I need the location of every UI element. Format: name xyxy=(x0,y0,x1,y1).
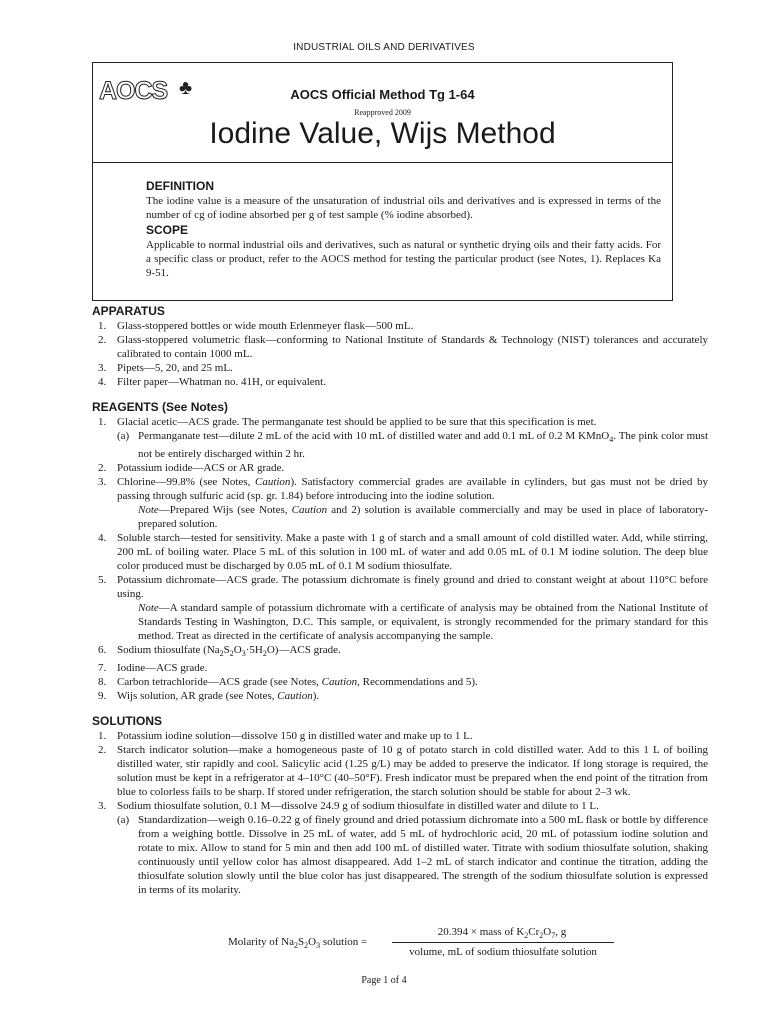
scope-text: Applicable to normal industrial oils and derivatives, such as natural or synthetic drying oils and their fatty acids. For a specific class or product, refer to the AOCS method for testing the particular product (see Notes, 1). Replaces Ka 9-51. xyxy=(146,239,661,279)
list-item: 3. Pipets—5, 20, and 25 mL. xyxy=(98,362,233,374)
aocs-logo-mark-icon: ♣ xyxy=(179,77,193,99)
list-item: 1. Glacial acetic—ACS grade. The permanganate test should be applied to be sure that this specification is met. xyxy=(98,416,597,428)
definition-text: The iodine value is a measure of the unsaturation of industrial oils and derivatives and is expressed in terms of the number of cg of iodine absorbed per g of test sample (% iodine absorbed). xyxy=(146,195,661,221)
list-item: 8. Carbon tetrachloride—ACS grade (see Notes, Caution, Recommendations and 5). xyxy=(98,676,478,689)
scope-heading: SCOPE xyxy=(146,223,189,237)
list-item: 2. Potassium iodide—ACS or AR grade. xyxy=(98,462,285,475)
formula-denominator: volume, mL of sodium thiosulfate solution xyxy=(409,946,597,958)
apparatus-heading: APPARATUS xyxy=(92,304,165,318)
list-item: 3. Chlorine—99.8% (see Notes, Caution). Satisfactory commercial grades are available in cylinders, but gas must not be dried by passing through sulfuric acid (sp. gr. 1.84) before introducing into the iodine solution. xyxy=(98,476,709,503)
reagents-list xyxy=(92,415,708,703)
solutions-list xyxy=(92,729,708,897)
running-head: INDUSTRIAL OILS AND DERIVATIVES xyxy=(293,42,475,53)
reagents-heading: REAGENTS (See Notes) xyxy=(92,400,229,414)
list-item: 4. Filter paper—Whatman no. 41H, or equivalent. xyxy=(98,376,326,388)
definition-scope-box xyxy=(92,163,673,301)
list-item: 2. Glass-stoppered volumetric flask—conforming to National Institute of Standards & Technology (NIST) tolerances and accurately calibrated to contain 1000 mL. xyxy=(98,334,708,360)
list-item: 1. Potassium iodine solution—dissolve 150 g in distilled water and make up to 1 L. xyxy=(98,730,473,743)
page-title: Iodine Value, Wijs Method xyxy=(209,117,556,150)
list-item: 1. Glass-stoppered bottles or wide mouth Erlenmeyer flask—500 mL. xyxy=(98,320,414,332)
method-header-box xyxy=(92,62,673,163)
list-item: 4. Soluble starch—tested for sensitivity. Make a paste with 1 g of starch and a small amount of cold distilled water. Add, while stirring, 200 mL of boiling water. Place 5 mL of this solution in 100 mL of water and add 0.05 mL of 0.1 M iodine solution. The deep blue color produced must be discharged by 0.05 mL of 0.1 M sodium thiosulfate. xyxy=(98,532,708,573)
list-item: 7. Iodine—ACS grade. xyxy=(98,662,208,675)
note: Note—Prepared Wijs (see Notes, Caution and 2) solution is available commercially and may be used in place of laboratory-prepared solution. xyxy=(138,504,708,531)
note: Note—A standard sample of potassium dichromate with a certificate of analysis may be obtained from the National Institute of Standards Testing in Washington, D.C. This sample, or equivalent, is strongly recommended for the primary standard for this method. Treat as directed in the certificate of analysis accompanying the sample. xyxy=(138,602,708,643)
document-body xyxy=(92,303,708,897)
formula-lhs: Molarity of $Na_2S_2O_3$ solution = xyxy=(228,936,368,951)
list-item: 5. Potassium dichromate—ACS grade. The potassium dichromate is finely ground and dried to constant weight at about 110°C before using. xyxy=(98,574,708,601)
method-number: AOCS Official Method Tg 1-64 xyxy=(290,87,475,102)
list-item: 2. Starch indicator solution—make a homogeneous paste of 10 g of potato starch in cold distilled water. Add to this 1 L of boiling distilled water, stir rapidly and cool. Salicylic acid (1.25 g/L) may be added to preserve the indicator. If long storage is required, the solution must be kept in a refrigerator at 4–10°C (40–50°F). Fresh indicator must be prepared when the end point of the titration from blue to colorless fails to be sharp. If stored under refrigeration, the starch solution should be stable for about 2–3 wk. xyxy=(98,744,708,799)
list-item: 9. Wijs solution, AR grade (see Notes, Caution). xyxy=(98,690,320,703)
sub-item: (a) Standardization—weigh 0.16–0.22 g of finely ground and dried potassium dichromate into a 500 mL flask or bottle by difference from a weighing bottle. Dissolve in 25 mL of water, add 5 mL of hydrochloric acid, 20 mL of potassium iodine solution and rotate to mix. Allow to stand for 5 min and then add 100 mL of distilled water. Titrate with sodium thiosulfate solution, shaking continuously until yellow color has almost disappeared. Add 1–2 mL of starch indicator and continue the titration, adding the thiosulfate solution slowly until the blue color has just disappeared. The strength of the sodium thiosulfate solution is expressed in terms of its molarity. xyxy=(117,814,708,897)
molarity-formula xyxy=(228,927,608,967)
list-item: 3. Sodium thiosulfate solution, 0.1 M—dissolve 24.9 g of sodium thiosulfate in distilled water and dilute to 1 L. xyxy=(98,800,599,813)
solutions-heading: SOLUTIONS xyxy=(92,714,163,729)
reapproved-note: Reapproved 2009 xyxy=(354,108,411,117)
apparatus-list xyxy=(92,319,708,389)
list-item: 6. Sodium thiosulfate $(Na_2S_2O_3\cdot 5H_2O)—ACS$ grade. xyxy=(98,644,341,659)
sub-item: (a) Permanganate test—dilute 2 mL of the acid with 10 mL of distilled water and add 0.1 mL of 0.2 M KMnO$_4$. The pink color must not be entirely discharged within 2 hr. xyxy=(117,430,708,461)
definition-heading: DEFINITION xyxy=(146,179,214,193)
page-number: Page 1 of 4 xyxy=(361,975,407,986)
fraction-bar xyxy=(392,942,614,943)
aocs-logo: AOCS xyxy=(99,77,168,105)
formula-numerator: 20.394 × mass of $K_2Cr_2O_7$, g xyxy=(437,926,567,941)
